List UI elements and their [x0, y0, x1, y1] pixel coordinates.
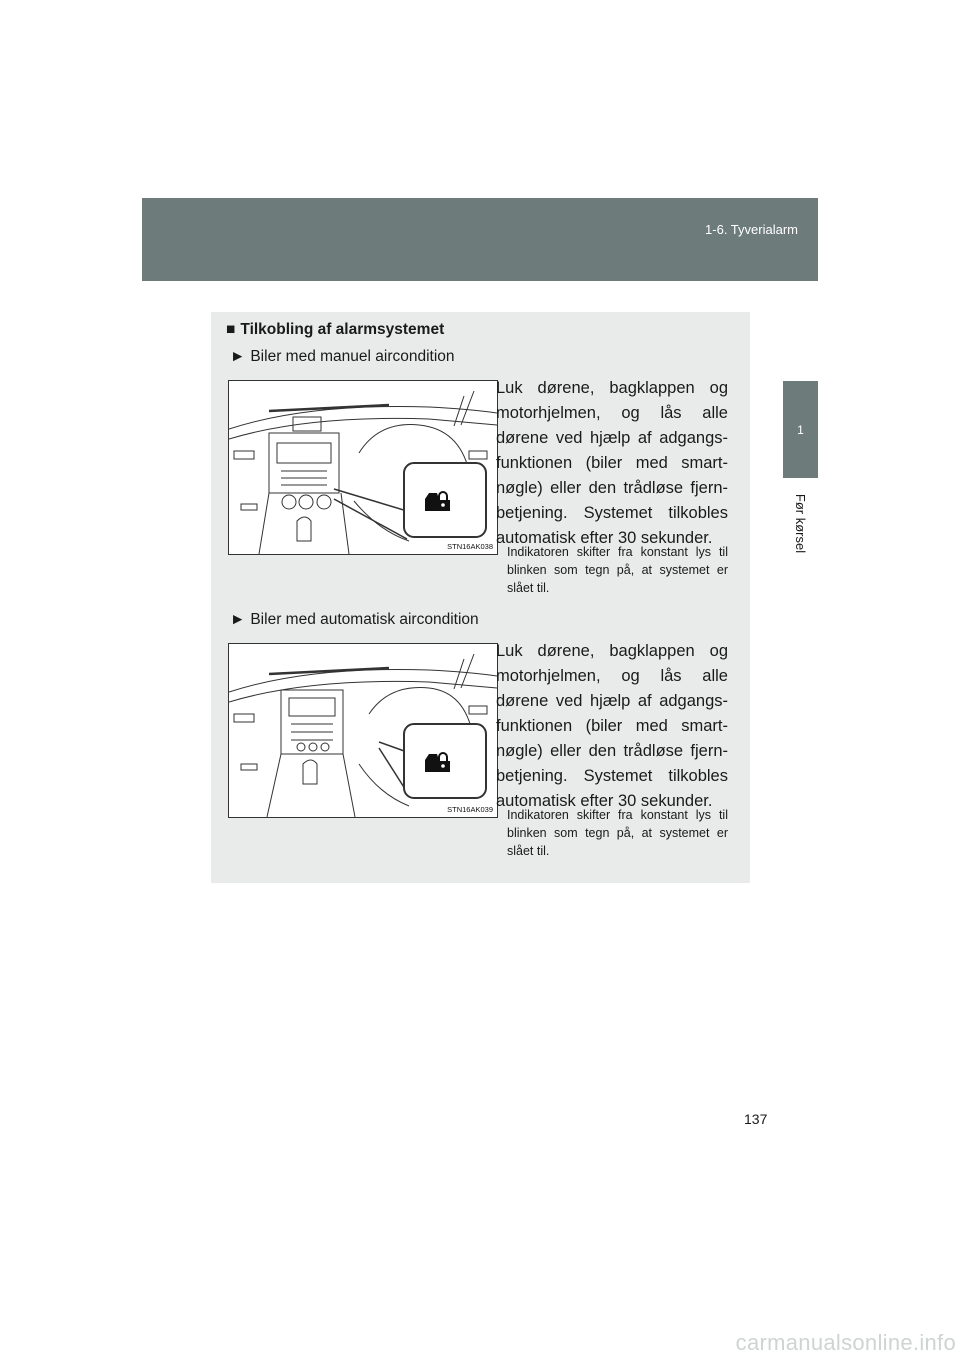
- side-tab-number: 1: [783, 381, 818, 478]
- content-box: [211, 312, 750, 883]
- square-bullet-icon: ■: [226, 321, 236, 338]
- figure-code: STN16AK038: [447, 542, 493, 551]
- dashboard-figure-manual: [228, 380, 498, 555]
- page-number: 137: [744, 1111, 768, 1127]
- triangle-bullet-icon: ►: [230, 348, 246, 365]
- car-lock-icon: [423, 491, 453, 513]
- side-chapter-label: Før kørsel: [793, 493, 808, 553]
- subhead-automatic: ► Biler med automatisk aircondition: [230, 611, 479, 628]
- instruction-text-manual: Luk dørene, bagklappen og motorhjelmen, og lås alle dørene ved hjælp af adgangs-funktionen (biler med smart-nøgle) eller den trådløse fjern-betjening. Systemet tilkobles automatisk efter 30 sekunder.: [496, 379, 728, 547]
- triangle-bullet-icon: ►: [230, 611, 246, 628]
- section-heading: ■ Tilkobling af alarmsystemet: [226, 321, 445, 338]
- car-lock-icon: [423, 752, 453, 774]
- subhead-manual: ► Biler med manuel aircondition: [230, 348, 455, 365]
- dashboard-figure-automatic: [228, 643, 498, 818]
- section-label: 1-6. Tyverialarm: [705, 222, 798, 237]
- watermark: carmanualsonline.info: [735, 1330, 956, 1355]
- figure-code: STN16AK039: [447, 805, 493, 814]
- header-band: [142, 198, 818, 281]
- note-text-manual: Indikatoren skifter fra konstant lys til blinken som tegn på, at systemet er slået til.: [507, 545, 728, 595]
- instruction-text-automatic: Luk dørene, bagklappen og motorhjelmen, og lås alle dørene ved hjælp af adgangs-funktionen (biler med smart-nøgle) eller den trådløse fjern-betjening. Systemet tilkobles automatisk efter 30 sekunder.: [496, 642, 728, 810]
- note-text-automatic: Indikatoren skifter fra konstant lys til blinken som tegn på, at systemet er slået til.: [507, 808, 728, 858]
